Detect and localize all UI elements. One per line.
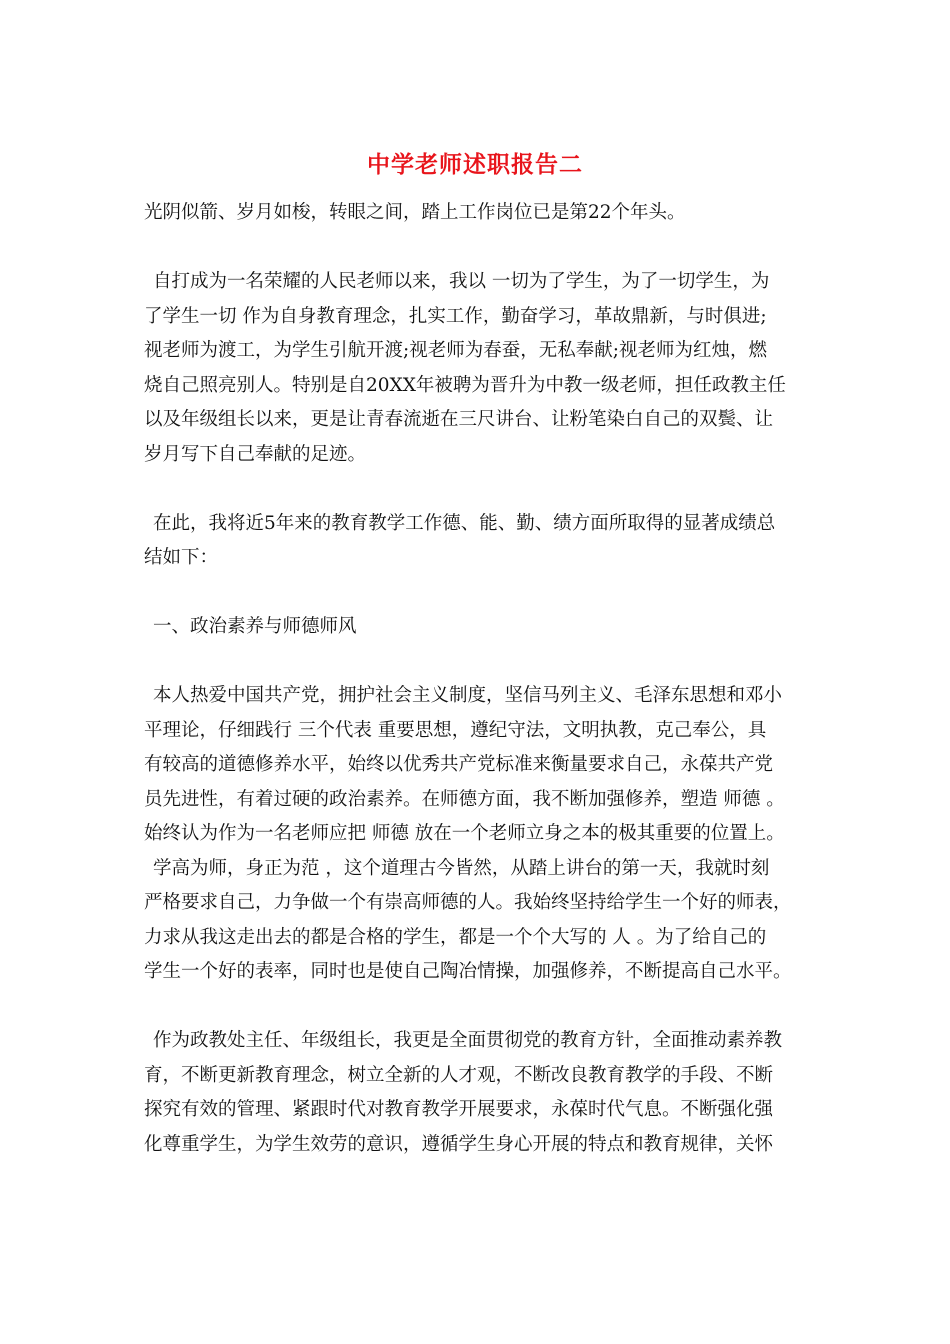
text-line: 烧自己照亮别人。特别是自20XX年被聘为晋升为中教一级老师，担任政教主任 (144, 374, 786, 396)
text-line: 严格要求自己，力争做一个有崇高师德的人。我始终坚持给学生一个好的师表， (144, 892, 792, 913)
text-line: 结如下： (144, 547, 219, 568)
text-line: 视老师为渡工，为学生引航开渡;视老师为春蚕，无私奉献;视老师为红烛，燃 (144, 340, 767, 361)
text-line: 化尊重学生，为学生效劳的意识，遵循学生身心开展的特点和教育规律，关怀 (144, 1133, 774, 1155)
text-line: 员先进性，有着过硬的政治素养。在师德方面，我不断加强修养，塑造 师德 。 (144, 788, 785, 810)
text-line: 始终认为作为一名老师应把 师德 放在一个老师立身之本的极其重要的位置上。 (144, 823, 785, 844)
document-title: 中学老师述职报告二 (367, 151, 583, 178)
document-body (144, 196, 810, 1162)
text-line: 育，不断更新教育理念，树立全新的人才观，不断改良教育教学的手段、不断 (144, 1064, 774, 1086)
blank-line (144, 231, 810, 266)
section-heading: 一、政治素养与师德师风 (153, 616, 357, 637)
text-line: 平理论，仔细践行 三个代表 重要思想，遵纪守法，文明执教，克己奉公，具 (144, 719, 767, 741)
text-line: 有较高的道德修养水平，始终以优秀共产党标准来衡量要求自己，永葆共产党 (144, 754, 774, 775)
text-line: 岁月写下自己奉献的足迹。 (144, 443, 367, 465)
text-line: 光阴似箭、岁月如梭，转眼之间，踏上工作岗位已是第22个年头。 (144, 202, 686, 223)
text-line: 学高为师，身正为范 ，这个道理古今皆然，从踏上讲台的第一天，我就时刻 (153, 857, 770, 879)
text-line: 在此，我将近5年来的教育教学工作德、能、勤、绩方面所取得的显著成绩总 (153, 512, 776, 534)
text-line: 探究有效的管理、紧跟时代对教育教学开展要求，永葆时代气息。不断强化强 (144, 1099, 774, 1120)
blank-line (144, 645, 810, 680)
text-line: 自打成为一名荣耀的人民老师以来，我以 一切为了学生，为了一切学生，为 (153, 271, 770, 292)
text-line: 以及年级组长以来，更是让青春流逝在三尺讲台、让粉笔染白自己的双鬓、让 (144, 409, 774, 430)
text-line: 学生一个好的表率，同时也是使自己陶冶情操，加强修养，不断提高自己水平。 (144, 961, 792, 982)
text-line: 作为政教处主任、年级组长，我更是全面贯彻党的教育方针，全面推动素养教 (153, 1030, 783, 1051)
text-line: 了学生一切 作为自身教育理念，扎实工作，勤奋学习，革故鼎新，与时俱进; (144, 305, 767, 327)
blank-line (144, 576, 810, 611)
blank-line (144, 472, 810, 507)
text-line: 本人热爱中国共产党，拥护社会主义制度，坚信马列主义、毛泽东思想和邓小 (153, 685, 783, 706)
text-line: 力求从我这走出去的都是合格的学生，都是一个个大写的 人 。为了给自己的 (144, 926, 767, 948)
blank-line (144, 990, 810, 1025)
